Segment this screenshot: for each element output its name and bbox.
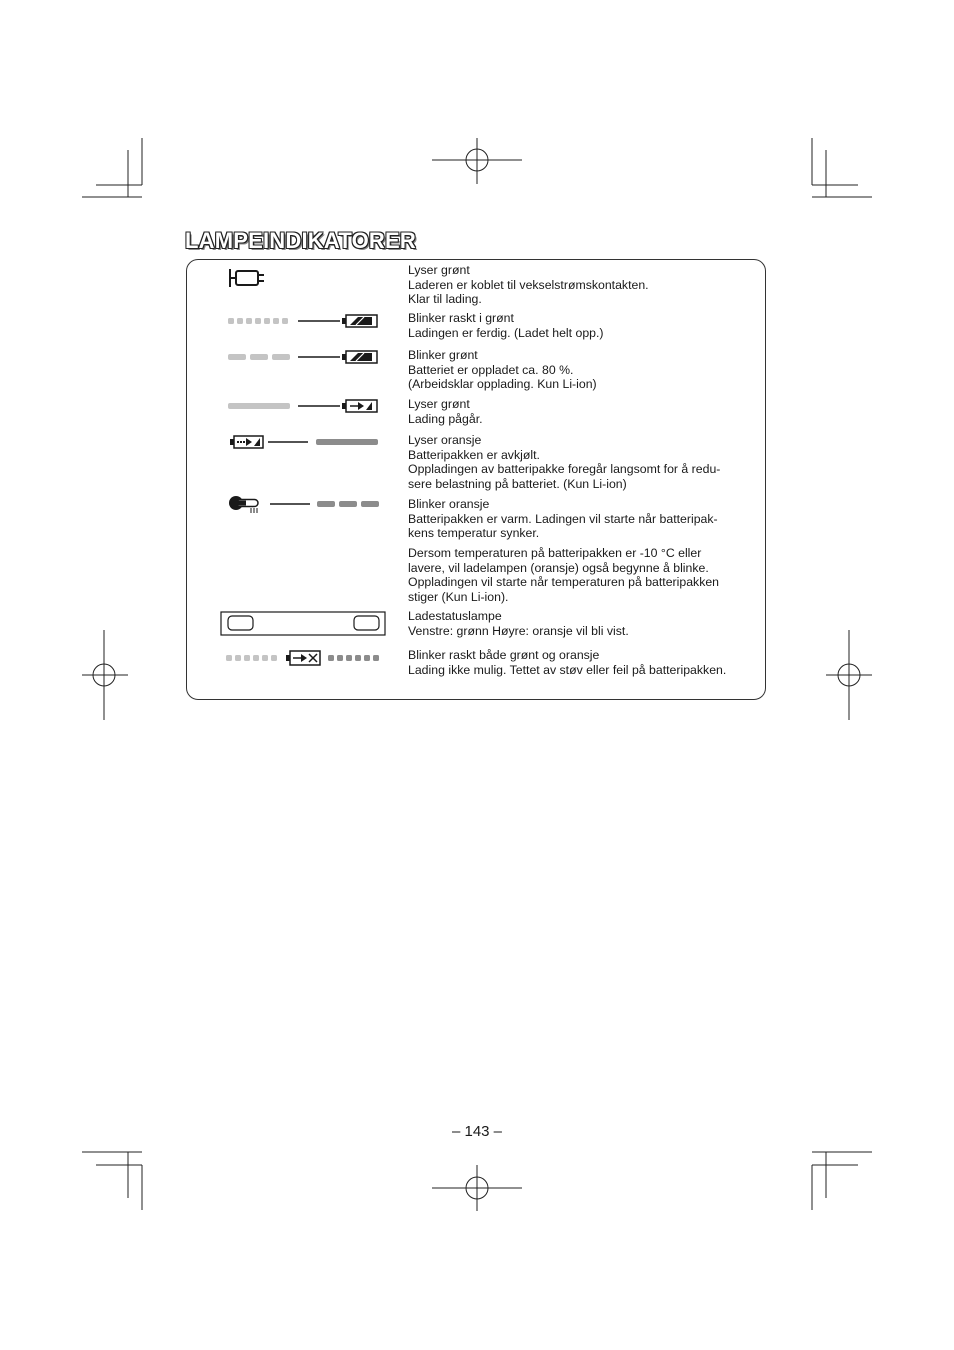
description-line: kens temperatur synker. [408, 526, 540, 540]
description-line: Ladingen er ferdig. (Ladet helt opp.) [408, 325, 604, 340]
row-description-error [408, 648, 726, 677]
description-line: stiger (Kun Li-ion). [408, 589, 509, 604]
row-description-fully-charged [408, 311, 604, 340]
status-lamp-icon [220, 611, 387, 637]
description-line: Lading ikke mulig. Tettet av støv eller feil på batteripakken. [408, 662, 727, 677]
row-description-cooled [408, 433, 720, 491]
description-line: Dersom temperaturen på batteripakken er -10 °C eller [408, 546, 702, 560]
status-heading: Blinker raskt i grønt [408, 311, 514, 325]
description-line: Batteripakken er avkjølt. [408, 447, 540, 462]
steady-orange-indicator [226, 433, 381, 451]
description-line: (Arbeidsklar opplading. Kun Li-ion) [408, 377, 597, 391]
fast-blink-both-indicator [224, 648, 384, 668]
description-line: Laderen er koblet til vekselstrømskontakten. [408, 277, 649, 292]
row-description-80-percent [408, 348, 597, 392]
status-heading: Blinker raskt både grønt og oransje [408, 648, 600, 662]
blink-orange-indicator [226, 493, 381, 517]
page-number: – 143 – [451, 1123, 503, 1140]
row-description-plugged-in [408, 263, 649, 307]
row-description-low-temperature [408, 546, 719, 604]
battery-charging-icon [342, 400, 377, 412]
status-heading: Lyser grønt [408, 397, 470, 411]
description-line: Oppladingen av batteripakke foregår langsomt for å redu- [408, 462, 721, 476]
row-description-status-lamp [408, 609, 629, 638]
row-description-charging [408, 397, 483, 426]
status-heading: Ladestatuslampe [408, 609, 502, 623]
description-line: Klar til lading. [408, 292, 482, 306]
description-line: Venstre: grønn Høyre: oransje vil bli vist. [408, 623, 629, 638]
description-line: Oppladingen vil starte når temperaturen på batteripakken [408, 575, 720, 589]
status-heading: Lyser grønt [408, 263, 470, 277]
battery-slow-charge-icon [230, 436, 263, 448]
description-line: lavere, vil ladelampen (oransje) også begynne å blinke. [408, 560, 709, 575]
battery-full-icon [342, 315, 377, 327]
status-heading: Blinker grønt [408, 348, 478, 362]
description-line: sere belastning på batteriet. (Kun Li-ion) [408, 476, 627, 491]
page-title: LAMPEINDIKATORER [185, 228, 416, 253]
description-line: Batteriet er oppladet ca. 80 %. [408, 362, 574, 377]
battery-error-icon [286, 651, 320, 665]
steady-green-indicator [226, 397, 381, 415]
fast-blink-green-indicator [226, 312, 381, 330]
description-line: Lading pågår. [408, 411, 483, 426]
row-description-warm [408, 497, 718, 541]
battery-full-icon [342, 351, 377, 363]
blink-green-indicator [226, 348, 381, 366]
description-line: Batteripakken er varm. Ladingen vil starte når batteripak- [408, 511, 718, 526]
thermometer-icon [229, 496, 258, 513]
status-heading: Lyser oransje [408, 433, 482, 447]
status-heading: Blinker oransje [408, 497, 490, 511]
plug-icon [226, 266, 270, 292]
